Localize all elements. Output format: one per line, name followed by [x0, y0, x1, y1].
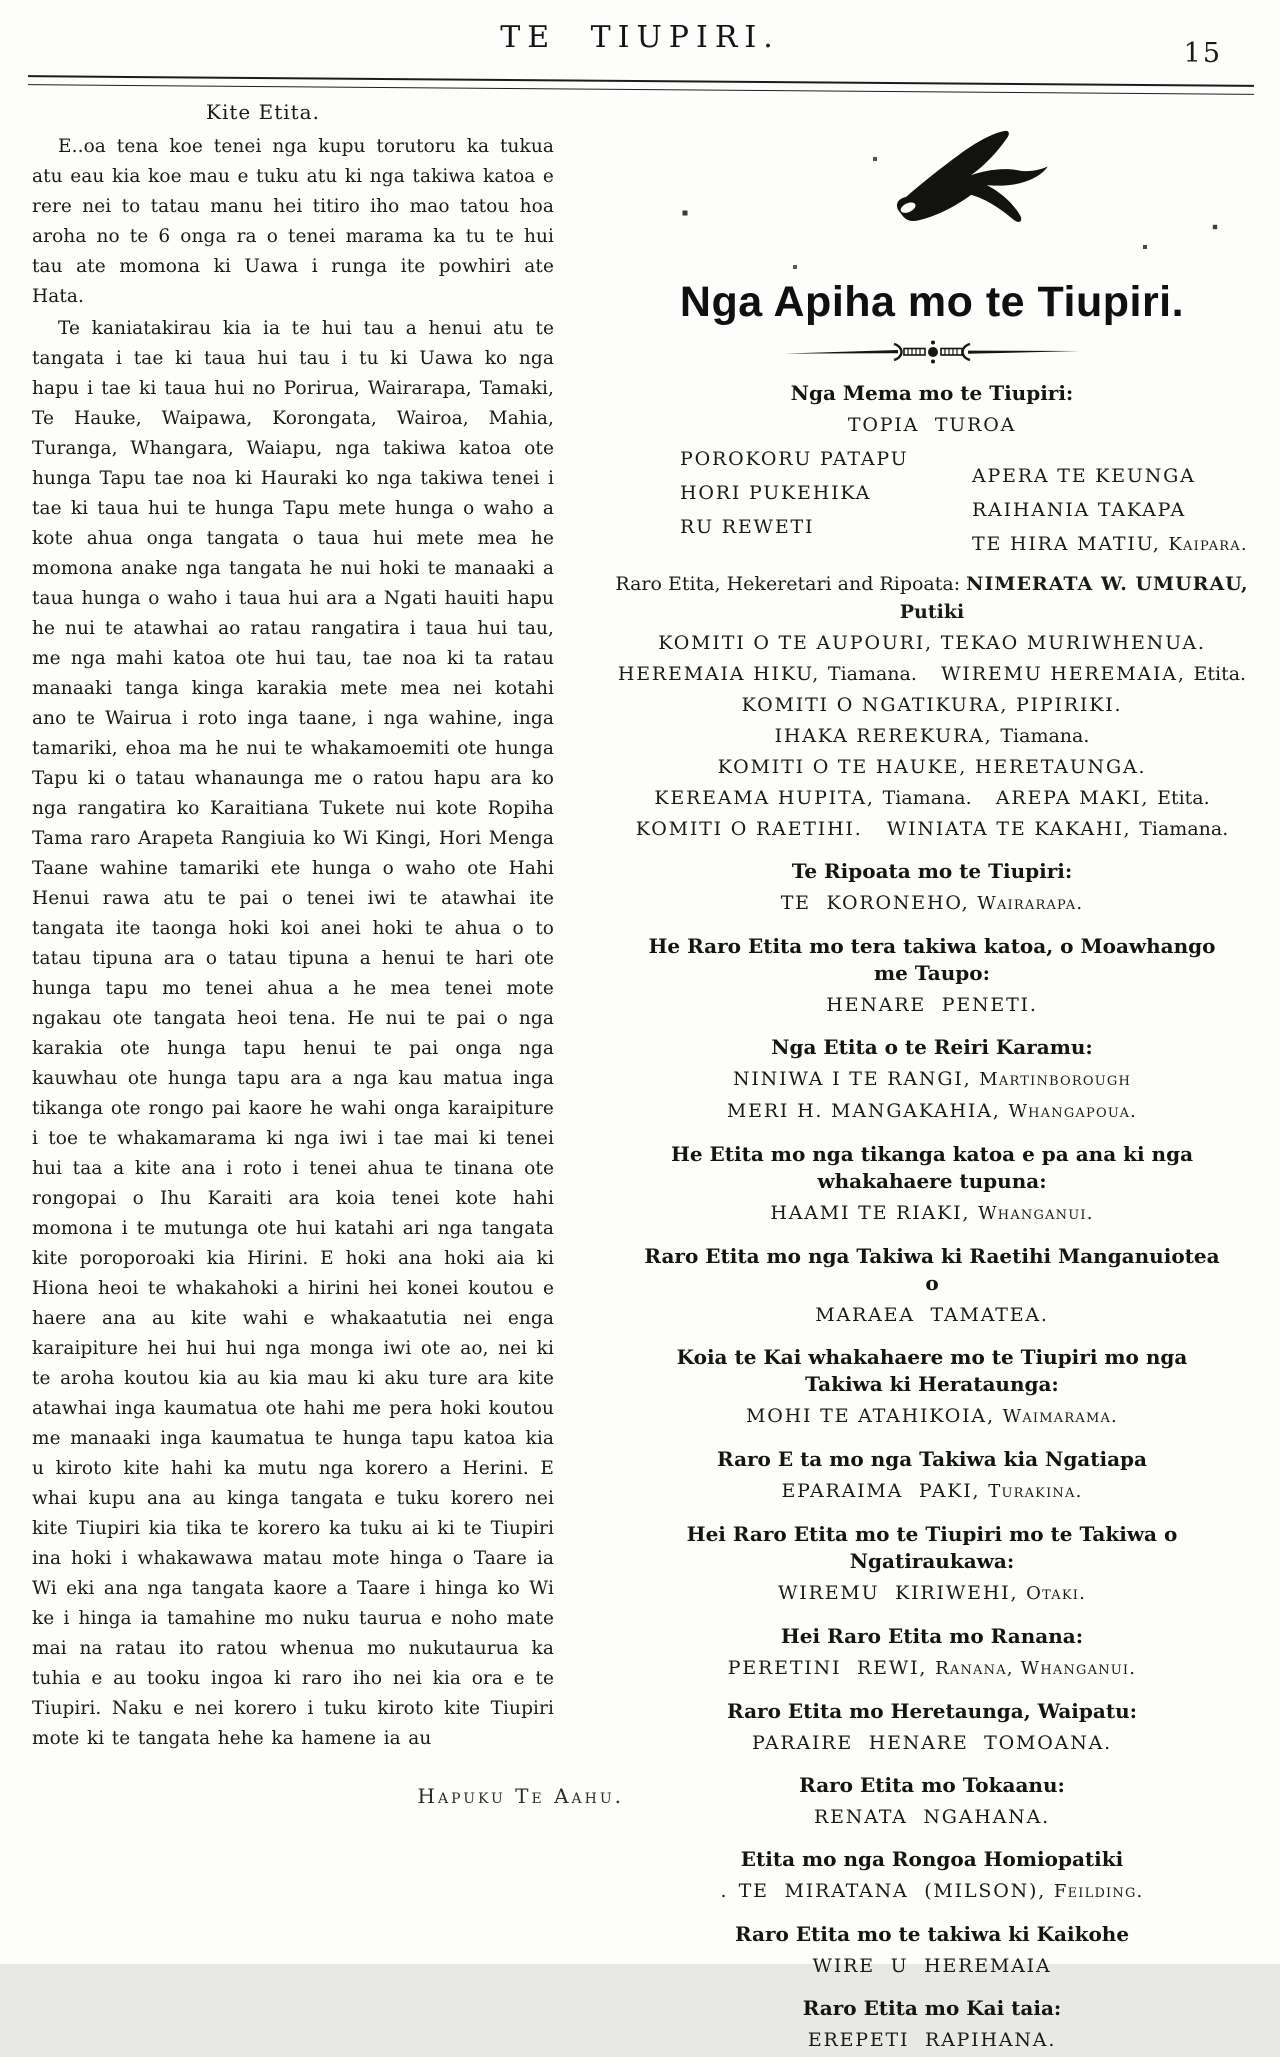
officers-section-heading: Nga Mema mo te Tiupiri:: [790, 381, 1074, 405]
officers-section-heading: Raro Etita mo nga Takiwa ki Raetihi Manganuiotea o: [644, 1244, 1220, 1295]
text-segment: MERI H. MANGAKAHIA,: [726, 1100, 1009, 1122]
text-segment: EREPETI RAPIHANA.: [807, 2029, 1057, 2051]
text-segment: EPARAIMA PAKI,: [781, 1480, 989, 1502]
page-title: TE TIUPIRI.: [500, 20, 780, 55]
text-segment: RENATA NGAHANA.: [814, 1806, 1050, 1828]
officers-column: [584, 106, 1280, 2057]
text-segment: IHAKA REREKURA,: [774, 725, 1001, 747]
officer-name-line: [584, 1654, 1280, 1683]
text-segment: Tiamana.: [1139, 818, 1229, 840]
members-column-left: [584, 442, 972, 562]
text-segment: HAAMI TE RIAKI,: [770, 1202, 979, 1224]
officer-name-line: [584, 889, 1280, 918]
text-segment: KEREAMA HUPITA,: [654, 787, 883, 809]
member-name: [680, 442, 972, 476]
officers-section-heading: Etita mo nga Rongoa Homiopatiki: [740, 1847, 1124, 1871]
officers-list: [584, 380, 1280, 2054]
text-segment: Waimarama.: [1002, 1406, 1118, 1427]
officer-name-line: [584, 1877, 1280, 1906]
text-segment: Putiki: [899, 601, 965, 623]
header-double-rule: [28, 75, 1254, 95]
member-name: [972, 493, 1248, 527]
officer-name-line: [584, 722, 1280, 750]
letter-heading: Kite Etita.: [206, 100, 320, 124]
text-segment: KOMITI O TE HAUKE, HERETAUNGA.: [717, 756, 1147, 778]
text-segment: Feilding.: [1053, 1881, 1144, 1902]
officer-name-line: [584, 2026, 1280, 2054]
text-segment: HEREMAIA HIKU,: [617, 663, 828, 685]
officer-name-line: [584, 660, 1280, 688]
officer-name-line: [584, 691, 1280, 719]
page-number: 15: [1183, 38, 1222, 69]
officers-section-heading: Te Ripoata mo te Tiupiri:: [791, 859, 1073, 883]
officer-name-line: [584, 1301, 1280, 1329]
text-segment: WINIATA TE KAKAHI,: [886, 818, 1140, 840]
officers-section-heading: Koia te Kai whakahaere mo te Tiupiri mo nga Takiwa ki Herataunga:: [676, 1345, 1188, 1396]
officers-section-heading: Raro Etita mo Kai taia:: [802, 1996, 1062, 2020]
text-segment: [972, 787, 996, 809]
officer-name-line: [584, 411, 1280, 439]
members-grid: [584, 442, 1280, 562]
officer-name-line: [584, 1097, 1280, 1126]
text-segment: KOMITI O RAETIHI.: [635, 818, 863, 840]
member-name: [680, 510, 972, 544]
text-segment: KOMITI O TE AUPOURI, TEKAO MURIWHENUA.: [658, 632, 1206, 654]
officers-section-heading: Raro Etita mo Tokaanu:: [799, 1773, 1065, 1797]
officers-section-heading: Hei Raro Etita mo Ranana:: [780, 1624, 1084, 1648]
text-segment: WIREMU KIRIWEHI,: [777, 1582, 1027, 1604]
text-segment: HENARE PENETI.: [826, 994, 1038, 1016]
text-segment: KOMITI O NGATIKURA, PIPIRIKI.: [741, 694, 1123, 716]
text-segment: POROKORU PATAPU: [680, 448, 909, 470]
text-segment: PERETINI REWI,: [727, 1657, 936, 1679]
text-segment: MOHI TE ATAHIKOIA,: [746, 1405, 1003, 1427]
text-segment: Tiamana.: [827, 663, 917, 685]
letter-paragraph: E..oa tena koe tenei nga kupu torutoru ka tukua atu eau kia koe mau e tuku atu ki nga takiwa katoa e rere nei to tatau manu hei titiro iho mao tatou hoa aroha no te 6 onga ra o tenei marama ka tu te hui tau ate momona ki Uawa i runga ite powhiri ate Hata.: [32, 136, 554, 307]
text-segment: Turakina.: [988, 1481, 1083, 1502]
officer-name-line: [584, 1729, 1280, 1757]
officers-section-heading: Nga Etita o te Reiri Karamu:: [771, 1035, 1093, 1059]
officer-name-line: [584, 1803, 1280, 1831]
text-segment: Etita.: [1157, 787, 1210, 809]
officer-name-line: [584, 1199, 1280, 1228]
text-segment: [917, 663, 941, 685]
text-segment: TE KORONEHO,: [780, 892, 978, 914]
text-segment: [863, 818, 887, 840]
text-segment: TE HIRA MATIU,: [972, 533, 1169, 555]
ornamental-rule-icon: [782, 339, 1082, 365]
officer-name-line: [584, 784, 1280, 812]
text-segment: Whanganui.: [978, 1203, 1094, 1224]
text-segment: PARAIRE HENARE TOMOANA.: [752, 1732, 1112, 1754]
officers-section-heading: Raro Etita mo Heretaunga, Waipatu:: [727, 1699, 1137, 1723]
text-segment: TOPIA TUROA: [847, 414, 1017, 436]
text-segment: .: [720, 1880, 739, 1902]
member-name: [680, 476, 972, 510]
letter-signature: Hapuku Te Aahu.: [417, 1784, 624, 1808]
officer-name-line: [584, 1402, 1280, 1431]
officers-section-heading: He Raro Etita mo tera takiwa katoa, o Moawhango me Taupo:: [648, 934, 1216, 985]
officer-name-line: [584, 1579, 1280, 1608]
letter-article: [32, 100, 624, 1808]
text-segment: RAIHANIA TAKAPA: [972, 499, 1186, 521]
officer-name-line: [584, 629, 1280, 657]
text-segment: RU REWETI: [680, 516, 815, 538]
officers-section-heading: Hei Raro Etita mo te Tiupiri mo te Takiwa o Ngatiraukawa:: [686, 1522, 1178, 1573]
letter-paragraph: Te kaniatakirau kia ia te hui tau a henui atu te tangata i tae ki taua hui tau i tu ki Uawa ko nga hapu i tae ki taua hui no Porirua, Wairarapa, Tamaki, Te Hauke, Waipawa, Korongata, Wairoa, Mahia, Turanga, Whangara, Waiapu, nga takiwa katoa ote hunga Tapu tae noa ki Hauraki ko nga takiwa tenei i tae ki taua hui te hunga Tapu mete hunga o waho a kote ahua onga tangata o taua hui mete mea he momona anake nga tangata he nui hoki te manaaki a taua hunga o waho i taua hui ara a Ngati hauiti hapu he nui te atawhai ao ratau rangatira i taua hui tau, me nga mahi katoa ote hui tau, tae noa ki ta ratau manaaki tanga kinga karakia mete mea nei kotahi ano te Wairua i roto inga taane, i nga wahine, inga tamariki, ehoa ma he nui te whakamoemiti ote hunga Tapu ki o tatau whanaunga me o ratou hapu ara ko nga rangatira ko Karaitiana Tukete nui kote Ropiha Tama raro Arapeta Rangiuia ko Wi Kingi, Hori Menga Taane wahine tamariki ete hunga o waho ote Hahi Henui rawa atu te pai o tenei iwi te atawhai ite tangata ite taonga hoki koi anei hoki te ahua o to tatau tipuna ara o tatau tipuna a henui te hari ote hunga tapu mo tenei ahua a he mea tenei mote ngakau ote tangata heoi tena. He nui te pai o nga karakia ote hunga tapu henui te pai onga nga kauwhau ote hunga tapu ara a nga kau matua inga tikanga ote rongo pai kaore he wahi onga karaipiture i toe te whakamarama ki nga iwi i tae mai ki tenei hui taa a kite ana i roto i tenei ahua te tinana ote rongopai o Ihu Karaiti ara koia tenei kote hahi momona i te mutunga ote hui katahi ari nga tangata kite poroporoaki kia Hirini. E hoki ana hoki aia ki Hiona heoi te whakahoki a hirini hei konei koutou e haere ana au kite wahi e whakaatutia nei enga karaipiture hei hui hui nga monga iwi ote ao, nei ki te aroha koutou kia au kia mau ki aku ture ara kite atawhai inga kaumatua ote hahi me pera hoki koutou me manaaki inga kaumatua te hunga tapu katoa kia u kiroto kite hahi ka mutu nga korero a Herini. E whai kupu ana au kinga tangata e tuku korero nei kite Tiupiri kia tika te korero ka tuku ai ki te Tiupiri ina hoki i whakawawa matau mote hinga o Taare ia Wi eki ana nga tangata kaore a Taare i hinga ko Wi ke i hinga ia tamahine mo nuku taurua e noho mate mai na ratau ito ratou whenua mo nukutaurua ka tuhia e au tooku ingoa ki raro iho nei kia ora e te Tiupiri. Naku e nei korero i tuku kiroto kite Tiupiri mote ki te tangata hehe ka hamene ia au: [32, 318, 554, 1749]
text-segment: MARAEA TAMATEA.: [815, 1304, 1049, 1326]
officer-name-line: [584, 1477, 1280, 1506]
text-segment: Wairarapa.: [977, 893, 1084, 914]
text-segment: Ranana, Whanganui.: [935, 1658, 1137, 1679]
text-segment: Raro Etita, Hekeretari and Ripoata:: [615, 573, 967, 595]
text-segment: NIMERATA W. UMURAU,: [966, 573, 1257, 595]
text-segment: WIRE U HEREMAIA: [812, 1955, 1052, 1977]
officers-title: Nga Apiha mo te Tiupiri.: [679, 278, 1185, 326]
text-segment: AREPA MAKI,: [995, 787, 1158, 809]
member-name: [972, 527, 1248, 562]
text-segment: Kaipara.: [1168, 534, 1248, 555]
scan-speckles: [674, 146, 676, 148]
text-segment: Tiamana.: [882, 787, 972, 809]
text-segment: WIREMU HEREMAIA,: [941, 663, 1194, 685]
officer-name-line: [584, 991, 1280, 1019]
member-name: [972, 459, 1248, 493]
officers-section-heading: Raro Etita mo te takiwa ki Kaikohe: [734, 1922, 1130, 1946]
text-segment: NINIWA I TE RANGI,: [732, 1068, 980, 1090]
text-segment: Martinborough: [979, 1069, 1132, 1090]
officers-section-heading: Raro E ta mo nga Takiwa kia Ngatiapa: [716, 1447, 1148, 1471]
text-segment: Whangapoua.: [1008, 1101, 1138, 1122]
members-column-right: [972, 442, 1248, 562]
text-segment: Etita.: [1193, 663, 1247, 685]
text-segment: Otaki.: [1026, 1583, 1087, 1604]
text-segment: APERA TE KEUNGA: [972, 465, 1196, 487]
officer-name-line: [584, 815, 1280, 843]
text-segment: TE MIRATANA (MILSON),: [738, 1880, 1054, 1902]
officer-name-line: [584, 1952, 1280, 1980]
swallow-icon: [884, 130, 1062, 248]
officers-section-heading: He Etita mo nga tikanga katoa e pa ana ki nga whakahaere tupuna:: [670, 1142, 1194, 1193]
text-segment: Tiamana.: [1000, 725, 1090, 747]
officer-name-line: [584, 1065, 1280, 1094]
text-segment: HORI PUKEHIKA: [680, 482, 872, 504]
officer-name-line: [584, 570, 1280, 626]
officer-name-line: [584, 753, 1280, 781]
